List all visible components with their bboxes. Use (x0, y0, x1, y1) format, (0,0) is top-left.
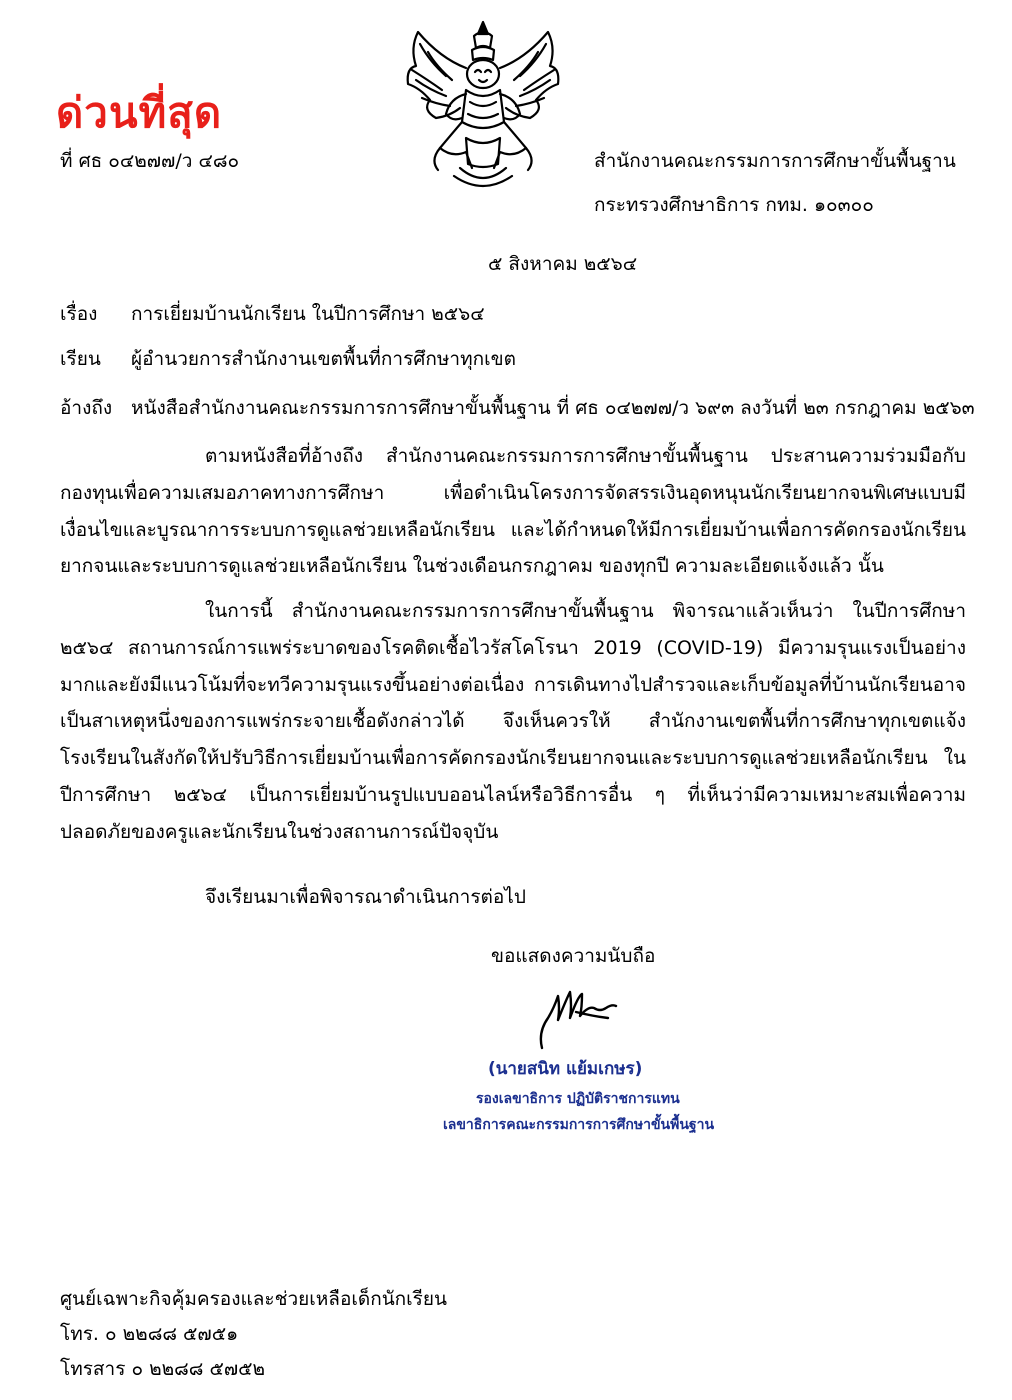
agency-name: สำนักงานคณะกรรมการการศึกษาขั้นพื้นฐาน (594, 150, 956, 172)
document-number: ที่ ศธ ๐๔๒๗๗/ว ๔๘๐ (60, 150, 240, 172)
subject-text: การเยี่ยมบ้านนักเรียน ในปีการศึกษา ๒๕๖๔ (131, 303, 485, 325)
subject-label: เรื่อง (60, 303, 98, 325)
contact-fax: โทรสาร ๐ ๒๒๘๘ ๕๗๕๒ (60, 1358, 266, 1380)
contact-office: ศูนย์เฉพาะกิจคุ้มครองและช่วยเหลือเด็กนักเรียน (60, 1288, 448, 1310)
reference-label: อ้างถึง (60, 397, 113, 419)
body-paragraph-1: ตามหนังสือที่อ้างถึง สำนักงานคณะกรรมการการศึกษาขั้นพื้นฐาน ประสานความร่วมมือกับกองทุนเพื่อความเสมอภาคทางการศึกษา เพื่อดำเนินโครงการจัดสรรเงินอุดหนุนนักเรียนยากจนพิเศษแบบมีเงื่อนไขและบูรณาการระบบการดูแลช่วยเหลือนักเรียน และได้กำหนดให้มีการเยี่ยมบ้านเพื่อการคัดกรองนักเรียนยากจนและระบบการดูแลช่วยเหลือนักเรียน ในช่วงเดือนกรกฎาคม ของทุกปี ความละเอียดแจ้งแล้ว นั้น (60, 445, 966, 578)
to-label: เรียน (60, 348, 101, 370)
urgency-stamp: ด่วนที่สุด (56, 88, 223, 137)
reference-text: หนังสือสำนักงานคณะกรรมการการศึกษาขั้นพื้นฐาน ที่ ศธ ๐๔๒๗๗/ว ๖๙๓ ลงวันที่ ๒๓ กรกฎาคม ๒๕๖๓ (131, 397, 975, 419)
closing-request: จึงเรียนมาเพื่อพิจารณาดำเนินการต่อไป (205, 886, 526, 908)
document-date: ๕ สิงหาคม ๒๕๖๔ (488, 253, 638, 275)
closing-salutation: ขอแสดงความนับถือ (491, 945, 656, 967)
body-paragraph-2: ในการนี้ สำนักงานคณะกรรมการการศึกษาขั้นพื้นฐาน พิจารณาแล้วเห็นว่า ในปีการศึกษา ๒๕๖๔ สถานการณ์การแพร่ระบาดของโรคติดเชื้อไวรัสโคโรนา 2019 (COVID-19) มีความรุนแรงเป็นอย่างมากและยังมีแนวโน้มที่จะทวีความรุนแรงขึ้นอย่างต่อเนื่อง การเดินทางไปสำรวจและเก็บข้อมูลที่บ้านนักเรียนอาจเป็นสาเหตุหนึ่งของการแพร่กระจายเชื้อดังกล่าวได้ จึงเห็นควรให้ สำนักงานเขตพื้นที่การศึกษาทุกเขตแจ้งโรงเรียนในสังกัดให้ปรับวิธีการเยี่ยมบ้านเพื่อการคัดกรองนักเรียนยากจนและระบบการดูแลช่วยเหลือนักเรียน ในปีการศึกษา ๒๕๖๔ เป็นการเยี่ยมบ้านรูปแบบออนไลน์หรือวิธีการอื่น ๆ ที่เห็นว่ามีความเหมาะสมเพื่อความปลอดภัยของครูและนักเรียนในช่วงสถานการณ์ปัจจุบัน (60, 600, 966, 843)
signer-name: (นายสนิท แย้มเกษร) (488, 1059, 643, 1079)
to-text: ผู้อำนวยการสำนักงานเขตพื้นที่การศึกษาทุกเขต (131, 348, 516, 370)
signature-image (536, 982, 618, 1052)
signer-position: รองเลขาธิการ ปฏิบัติราชการแทน (476, 1091, 680, 1107)
garuda-emblem-icon (400, 18, 566, 190)
contact-phone: โทร. ๐ ๒๒๘๘ ๕๗๕๑ (60, 1323, 239, 1345)
signer-position-title: เลขาธิการคณะกรรมการการศึกษาขั้นพื้นฐาน (443, 1117, 715, 1133)
agency-address: กระทรวงศึกษาธิการ กทม. ๑๐๓๐๐ (594, 194, 874, 216)
